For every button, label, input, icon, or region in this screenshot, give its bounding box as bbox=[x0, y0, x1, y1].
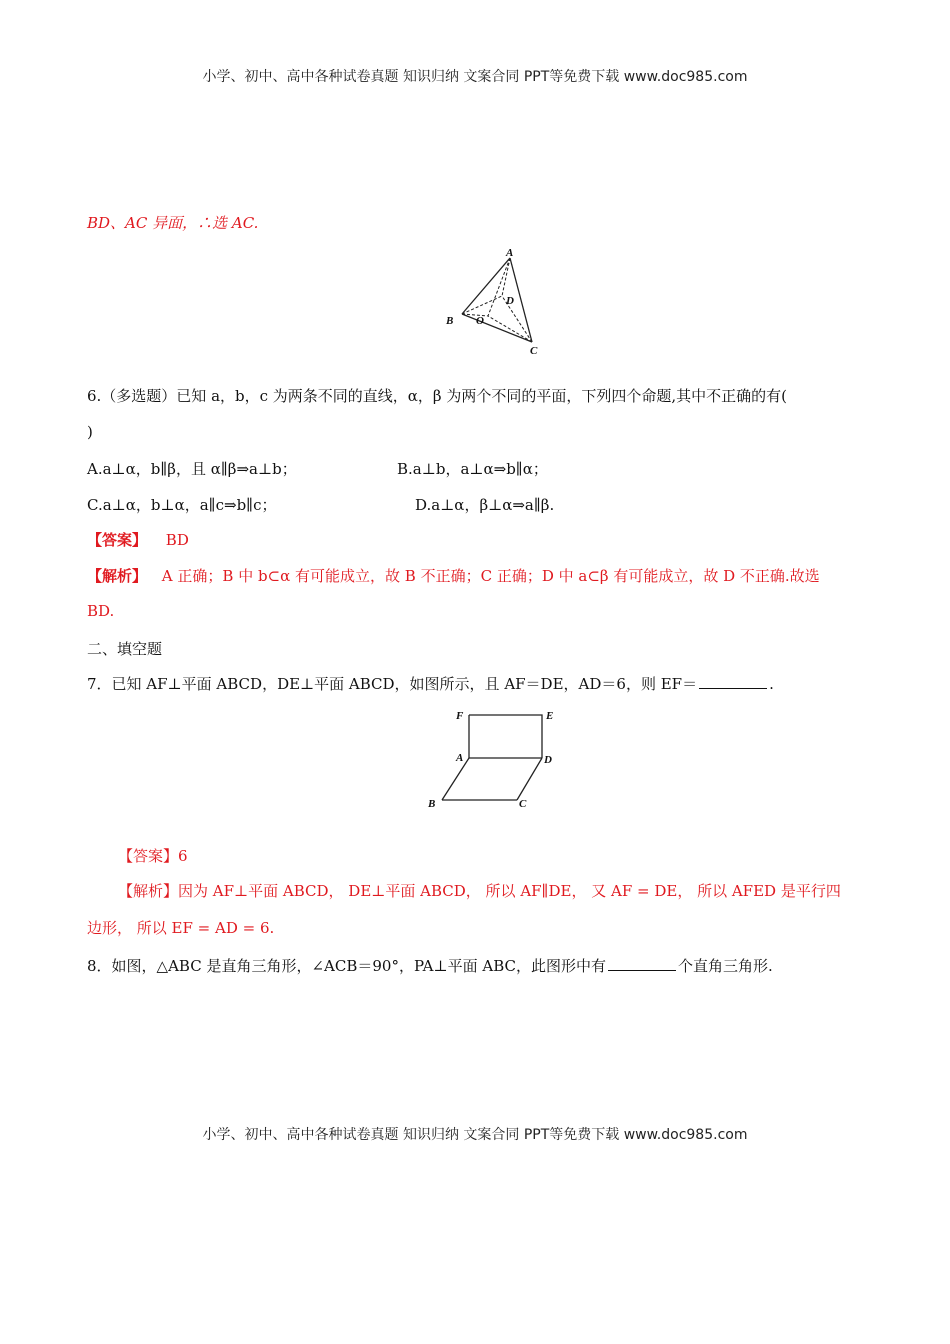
edge-ab bbox=[462, 258, 510, 314]
edge-co bbox=[488, 316, 532, 342]
q6-option-a: A.a⊥α，b∥β，且 α∥β⇒a⊥b； bbox=[87, 460, 297, 478]
q7-answer: 【答案】6 bbox=[118, 847, 188, 865]
label-a: A bbox=[506, 247, 514, 259]
page-footer: 小学、初中、高中各种试卷真题 知识归纳 文案合同 PPT等免费下载 www.doc985.com bbox=[202, 1127, 748, 1143]
q7-analysis-line1: 【解析】因为 AF⊥平面 ABCD， DE⊥平面 ABCD， 所以 AF∥DE， 又 AF = DE， 所以 AFED 是平行四 bbox=[118, 882, 841, 900]
label-d: D bbox=[544, 754, 552, 766]
q6-option-b: B.a⊥b，a⊥α⇒b∥α； bbox=[397, 460, 548, 478]
q8-stem-end: 个直角三角形. bbox=[677, 957, 773, 975]
q7-answer-blank bbox=[699, 674, 767, 689]
q8-stem bbox=[87, 955, 773, 976]
label-b: B bbox=[428, 798, 436, 810]
analysis-label: 【解析】 bbox=[87, 567, 148, 585]
q6-analysis-end: BD. bbox=[87, 602, 115, 620]
q6-stem: 6.（多选题）已知 a，b，c 为两条不同的直线，α，β 为两个不同的平面，下列四个命题,其中不正确的有( bbox=[87, 387, 787, 405]
tetrahedron-figure bbox=[440, 244, 550, 359]
label-a: A bbox=[456, 752, 464, 764]
q7-analysis-line2: 边形， 所以 EF = AD = 6. bbox=[87, 919, 275, 937]
label-f: F bbox=[456, 710, 464, 722]
rectangle-parallelogram-figure bbox=[424, 703, 564, 813]
edge-fe-ed bbox=[469, 715, 542, 758]
label-o: O bbox=[476, 315, 484, 327]
q7-stem-text: 7．已知 AF⊥平面 ABCD，DE⊥平面 ABCD，如图所示，且 AF＝DE，AD＝6，则 EF＝ bbox=[87, 675, 698, 693]
q6-option-c: C.a⊥α，b⊥α，a∥c⇒b∥c； bbox=[87, 496, 277, 514]
q6-option-d: D.a⊥α，β⊥α⇒a∥β. bbox=[415, 496, 555, 514]
q7-stem bbox=[87, 673, 774, 694]
label-c: C bbox=[519, 798, 527, 810]
q6-answer bbox=[87, 529, 189, 550]
label-d: D bbox=[506, 295, 514, 307]
label-c: C bbox=[530, 345, 538, 357]
label-b: B bbox=[446, 315, 454, 327]
q8-stem-text: 8．如图，△ABC 是直角三角形，∠ACB＝90°，PA⊥平面 ABC，此图形中有 bbox=[87, 957, 606, 975]
answer-value: BD bbox=[165, 531, 189, 549]
q6-stem-end: ) bbox=[87, 423, 93, 441]
edge-ab bbox=[442, 758, 469, 800]
q7-stem-end: . bbox=[769, 675, 774, 693]
edge-bd bbox=[462, 296, 502, 314]
edge-bc bbox=[462, 314, 532, 342]
q8-answer-blank bbox=[608, 956, 676, 971]
edge-ao bbox=[488, 258, 510, 316]
q6-analysis bbox=[87, 565, 820, 586]
analysis-text: A 正确；B 中 b⊂α 有可能成立，故 B 不正确；C 正确；D 中 a⊂β 有可能成立，故 D 不正确.故选 bbox=[161, 567, 820, 585]
answer-label: 【答案】 bbox=[87, 531, 148, 549]
page-header: 小学、初中、高中各种试卷真题 知识归纳 文案合同 PPT等免费下载 www.doc985.com bbox=[202, 69, 748, 85]
previous-answer-conclusion: BD、AC 异面，∴选 AC. bbox=[87, 214, 259, 232]
section-title-fill-blank: 二、填空题 bbox=[87, 640, 163, 658]
label-e: E bbox=[546, 710, 554, 722]
edge-cd bbox=[517, 758, 542, 800]
